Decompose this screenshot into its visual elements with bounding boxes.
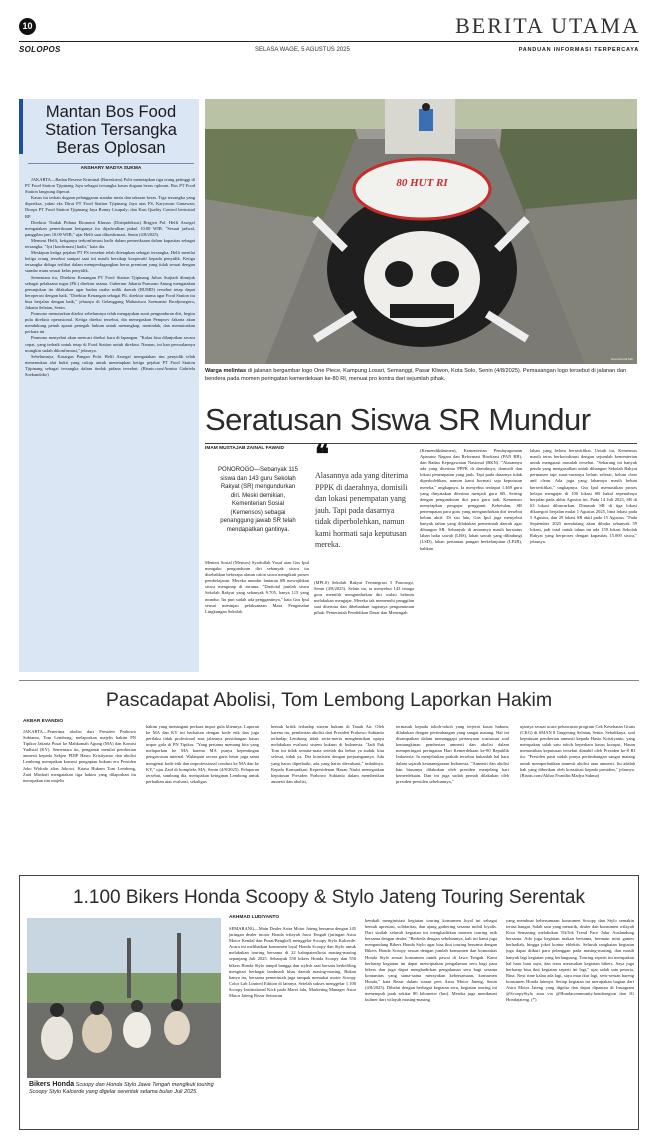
- photo-bikers-caption-bold: Bikers Honda: [29, 1081, 75, 1088]
- article-2-col1: Menteri Sosial (Mensos) Syaifullah Yusuf atau Gus Ipul mengaku pengunduran diri sebanyak siswa itu disebabkan beberapa alasan calon siswa mengikuti proses pembelajaran. Mereka mundur lantaran SR mewajibkan siswa menginap di asrama. "Daritotal jumlah siswa Sekolah Rakyat yang sebanyak 9.705, hanya 115 yang mundur. Itu pun sudah ada penggantinya," kata Gus Ipul seusai meninjau pelaksanaan Masa Pengenalan Lingkungan Sekolah: [205, 560, 309, 614]
- quote-mark-icon: ❝: [315, 440, 329, 469]
- sidebar-paragraph: Pramono menuturkan direksi sebelumnya telah mengajukan surat pengunduran diri, begitu pula direktur operasional. Ketiga direksi tersebut, dia menegaskan Pemprov Jakarta akan mendukung penuh aparat penegak hukum untuk menangkap, menindak, dan memutuskan perkara ini.: [25, 311, 195, 335]
- article-2-col2: (MPLS) Sekolah Rakyat Terintegrasi 5 Ponorogo, Senin (4/8/2025). Selain itu, ia menyebut 143 tenaga guru memilih mengundurkan diri walau beluum melakukan mengajar. Mereka tak memenuhi panggilan saat diterima dan dibebankan tugasnya pengumuman pihak. Pemerintah Pendidikan Dasar dan Menengah: [314, 580, 414, 616]
- sidebar-headline: Mantan Bos Food Station Tersangka Beras Oplosan: [45, 103, 177, 157]
- article-3-col4: termasuk kepada tokoh-tokoh yang terjerat kasus hukum, dilakukan dengan pertimbangan yang sangat matang. Hal ini disampaikan dalam menanggapi pertanyaan wartawan soal kemungkinan pemberian amnesti dan abolisi dalam memperingati peringatan Hari Kemerdekaan ke-80 Republik Indonesia. Ia menjelaskan praktik tersebut bukanlah hal baru dalam sejarah ketatanegaraan Indonesia. "Amnesti dan abolisi kan biasanya dilakukan oleh presiden menjelang hari kemerdekaan. Dan ini juga sudah pernah dilakukan oleh presiden-presiden sebelumnya,": [396, 724, 509, 784]
- photo-bikers-caption-text: Scoopy dan Honda Stylo Jawa Tengah mengikuti touring Scoopy Stylo Kalcerde yang digelar serentak selama bulan Juli 2025.: [29, 1082, 214, 1096]
- sidebar-paragraph: JAKARTA—Badan Reserse Kriminal (Bareskrim) Polri menetapkan tiga orang petinggi di PT Food Station Tjipinang Jaya sebagai tersangka kasus dugaan beras oplosan. Bos PT Food Station langsung dipecat.: [25, 177, 195, 195]
- masthead-rule: [19, 41, 639, 42]
- article-2-pullquote: Alasannya ada yang diterima PPPK di daerahnya, domisili dan lokasi penempatan yang jauh. Tapi pada dasarnya tidak diperbolehkan, namun kami hormati saja keputusan mereka.: [315, 471, 409, 549]
- issue-date: SELASA WAGE, 5 AGUSTUS 2025: [255, 47, 350, 53]
- bikers-illustration: [27, 918, 221, 1078]
- tagline: PANDUAN INFORMASI TERPERCAYA: [518, 47, 639, 53]
- sidebar-paragraph: Pramono menyebut akan mencari direksi baru di lapangan. "Kalau bisa dilanjutkan secara cepat, yang terbaik untuk tetap di Food Station untuk direktur. Namun, ini kan persoalannya mungkin sudah dikonfirmasi," jelasnya.: [25, 335, 195, 353]
- sidebar-paragraph: Sementara itu, Direktur Keuangan PT Food Station Tjipinang Julius Sutjiadi ditunjuk sebagai pelaksana tugas (Plt.) direktur utama. Gubernur Jakarta Pramono Anung mengatakan penunjukan itu dilakukan agar badan usaha milik daerah (BUMD) tersebut tetap dapat beroperasi dengan baik. "Direktur Keuangan sebagai Plt. direktur utama agar Food Station itu bisa berjalan dengan baik," jelasnya di Gelanggang Mahasiswa Soemantri Brodjonegoro, Jakarta Selatan, Senin.: [25, 274, 195, 310]
- article-3-col5: ujarnya seusai acara peluncuran program Cek Kesehatan Gratis (CKG) di SMAN 8 Tangerang Selatan, Senin. Sebaliknya, soal keputusan pemberian amnesti kepada Hasto Kristiyanto, yang merupakan salah satu tokoh beperkara kasus korupsi, Hasan memastikan keputusan tersebut diambil oleh Presiden ke-8 RI itu. "Presiden pasti sudah punya pertimbangan sangat matang untuk memperhatikan amnesti abolisi atau amnesti. Itu adalah hak yang diberikan oleh konstitusi kepada presiden," jelasnya. (Bisnis.com/Akbar Evandio/Madya Sukma): [520, 724, 635, 778]
- article-2-lead: PONOROGO—Sebanyak 115 siswa dan 143 guru Sekolah Rakyat (SR) mengundurkan diri. Meski demikian, Kementerian Sosial (Kemensos) sebagai penanggung jawab SR telah mendapatkan gantinya.: [218, 467, 298, 533]
- painted-road-text: 80 HUT RI: [396, 177, 448, 189]
- article-4-col2: kembali menginisiasi kegiatan touring konsumen loyal ini sebagai bentuk apresiasi, solidaritas, dan ajang gathering sesama mobil loyalis. Dari sinilah seluruh kegiatan ini menghadirkan momen touring asik bersama dengan dealer. "Berbeda dengan sebelumnya, kali ini kami juga mengundang Bikers Honda Stylo agar bisa ikut touring bersama dengan Bikers Honda Scoopy sesuai dengan jumlah konsumen dan komunitas Honda Stylo sesuai konsumen untuk pawai di Jawa Tengah. Kami berharap kegiatan ini dapat menciptakan pengalaman seru bagi para bikers dan juga dapat menghadirkan pengalaman seru bagi sesama komunitas yang sama-sama merayakan kebersamaan, konsumen Honda," kata Rezar dalam siaran pers Astra Motor Jateng, Senin (4/8/2025). Dibalut dengan berbagai kegiatan seru, kegiatan touring ini menempuh jarak sekitar 80 kilometer (km). Mereka juga menikmati kuliner dari wilayah masing-masing.: [365, 918, 497, 1003]
- sidebar-paragraph: Meskipun ketiga pejabat PT FS tersebut telah ditetapkan sebagai tersangka, Helfi menilai ketiga orang tersebut sampai saat ini masih bersikap kooperatif kepada penyidik. Ketiga tersangka diduga terlibat dalam memperdagangkan beras premium yang tidak sesuai dengan standar mutu sesuai kelas penyidik.: [25, 250, 195, 274]
- sidebar-byline: ANSHARY MADYA SUKMA: [80, 166, 142, 171]
- page-number-badge: 10: [19, 18, 36, 35]
- article-2-col3: (Kemendikdasmen), Kementerian Pendayagunaan Aparatur Negara dan Reformasi Birokrasi (PAN RB), dan Badan Kepegawaian Nasional (BKN). "Alasannya ada yang diterima PPPK di daerahnya, domisili dan lokasi penempatan yang jauh. Tapi pada dasarnya tidak diperbolehkan, namun kami hormati saja keputusan mereka," ungkapnya. Ia menyebut terdapat 1.469 guru yang dinyatakan diterima menjadi guru SR. Seiring dengan pengunduran diri para guru tadi, Kemensos menyiapkan pengajar pengganti. Kebetulan, SR penempatan para guru yang mengundurkan diri tersebut belum aktif. Di sisi lain, Gus Ipul juga menyebut banyak tahun yang dilakukan pemerintah daerah agar dibangun SR. Sebanyak di antaranya masih berstatus lahan baku sawah (LBS), lahan sawah yang dilindungi (LSD), lahan pertanian pangan berkelanjutan (LP2B), bahkan: [420, 448, 522, 551]
- photo-illustration: [205, 99, 637, 364]
- sidebar-body: [25, 177, 195, 669]
- photo-caption-text: di jalanan bergambar logo One Piece, Kampung Losari, Semanggi, Pasar Kliwon, Kota Solo, Senin (4/8/2025). Pemasangan logo tersebut di jalanan dan bendera pada momen peringatan kemerdekaan ke-80 RI, menuai pro kontra dari sejumlah pihak.: [205, 368, 627, 382]
- photo-caption-bold: Warga melintas: [205, 368, 247, 374]
- article-4-headline: 1.100 Bikers Honda Scoopy & Stylo Jateng Touring Serentak: [73, 887, 585, 908]
- sidebar-accent-bar: [19, 99, 23, 154]
- photo-credit: Espos/Ferdi Mdt: [611, 357, 633, 361]
- article-3-col2: hakim yang menangani perkara impor gula kliennya. Laporan ke MA dan KY ini berkaitan dengan kode etik dan juga perilaku tidak profesional atas jalannya persidangan kasus impor gula di PN Tipikor. "Yang pertama memang kita yang melaporkan ke MA karena MA punya kepentingan pengawasan internal. Walaupun secara garis besar juga sama mengenai kode etik dan unprofessional conduct ke MA dan ke KY," ujar Zaid di kompleks MA, Senin (4/8/2025). Pelaporan tersebut, sambung dia, merupakan keinginan Lembong untuk perbaikan atas evaluasi, sekaligus: [146, 724, 259, 784]
- brand-logo: SOLOPOS: [19, 45, 61, 54]
- article-4-col3: yang membuat kebersamaan konsumen Scoopy dan Stylo semakin terasa hangat. Salah satu yang menarik, dealer dan konsumen wilayah Kota Semarang melakukan TikTok Trend Face Jalur Auslandung bersama. Ada juga kegiatan makan bersama, bermain mini games berhadiah, hingga joket kontur eklektis. Seluruh rangkaian kegiatan juga dapat diikuti para pelanggan pada masing-masing, dan masih banyak lagi kegiatan yang berlangsung. Touring seperti ini merupakan hal baru buat saya, dan terus merasakan kegiatan bikers. Saya juga berharap bisa ikut kegiatan seperti ini lagi," ujar salah satu peserta, Rina. Next time kalau ada lagi, saya mau ikut lagi, seru-seruan bareng konsumen Honda lainnya. Setiap kegiatan ini merupakan bagian dari Astra Motor Jateng yang digelar dan dapat dipantau di Instagram @ScoopyStylo atau via @Hondacommunity.hondaregion dan IG Hondajateng. (*): [506, 918, 634, 1003]
- article-3-top-rule: [19, 680, 639, 681]
- sidebar-rule: [28, 163, 194, 164]
- article-2-byline: IMAM MUSTAJAB ZAINAL FAWAID: [205, 446, 284, 451]
- photo-street-one-piece: [205, 99, 637, 364]
- section-title: BERITA UTAMA: [455, 13, 640, 38]
- sidebar-paragraph: Menurut Helfi, ketiganya terkonfirmasi hadir dalam pemeriksaan dalam kapasitas sebagai tersangka. "Iya [konfirmasi] hadir," kata dia.: [25, 237, 195, 250]
- photo-bikers-caption: [29, 1081, 221, 1097]
- article-2-headline: Seratusan Siswa SR Mundur: [205, 402, 591, 437]
- photo-bikers: [27, 918, 221, 1078]
- photo-caption: [205, 368, 637, 383]
- article-2-col4: lahan yang belum bersertifikat. Untuk itu, Kemensos masih terus berkoordinasi dengan sejumlah kementerian untuk mengatasi masalah tersebut. "Sekarang ini banyak penda yang mengusulkan untuk dibangun Sekolah Rakyat permanen tapi surat-suratnya belum selesai, belum clear and clean. Ada juga yang lahannya masih belum bersertifikat," ungkapnya. Gus Ipul memastikan proses belajar mengajar di 100 lokasi SR bakal sepenuhnya berjalan pada akhir Agustus ini. Pada 14 Juli 2025, SR di 63 lokasi diluncurkan. Dimasuk SR di tiga lokasi dikategori berjalan mulai 1 Agustus 2025, lima lokasi pada 5 Agustus, dan 29 lokasi SR aktif pada 15 Agustus. "Pada September 2025 mendatang akan dibuka sebanyak 59 lokasi, jadi total untuk tahun ini ada 159 lokasi Sekolah Rakyat yang berproses dengan kapasitas 15.000 siswa," jelasnya.: [530, 448, 637, 545]
- article-3-headline: Pascadapat Abolisi, Tom Lembong Laporkan Hakim: [105, 689, 553, 711]
- article-3-col1: JAKARTA—Penerima abolisi dari Presiden Prabowo Subianto, Tom Lembong, melaporkan majelis hakim PN Tipikor Jakarta Pusat ke Mahkamah Agung (MA) dan Komisi Yudisial (KY). Sementara itu, pengamat menilai pemberian amnesti kepada Sekjen PDIP Hasto Kristiyanto dan abolisi Lembong merupakan konsesi pengapian hukum era Presiden Joko Widodo alias Jokowi. Kuasa Hukum Tom Lembong, Zaid Mushafi mengatakan tiga hakim yang dilaporkan itu merupakan tim majelis: [23, 729, 136, 783]
- article-3-col3: bentuk kritik terhadap sistem hukum di Tanah Air. Oleh karena itu, pemberian abolisi dari Presiden Prabowo Subianto terhadap Lembong tidak serta-merta menghentikan upaya melakukan evaluasi sistem hukum di Indonesia. "Jadi Pak Tom ini tidak semata-mata setelah dia bebas ya sudah, kita selesai, tidak ya. Dia konsisten dengan perjuangannya. Ada yang harus diperbaiki, ada yang harus dievaluasi," imbuhnya. Kepala Komunikasi Kepresidenan Hasan Nasbi menegaskan keputusan Presiden Prabowo Subianto dalam memberikan amnesti dan abolisi,: [271, 724, 384, 784]
- article-4-col1: SEMARANG—Main Dealer Astra Motor Jateng bersama dengan 145 jaringan dealer motor Honda wilayah Jawa Tengah (jaringan Astra Motor Kendal dan Pusat/Bengkel) menggelar Scoopy Stylo Kalcerde. Acara ini melibatkan konsumen loyal Honda Scoopy dan Stylo untuk melakukan touring bersama di 22 kabupaten/kota masing-masing sepanjang Juli 2025. Sebanyak 550 bikers Honda Scoopy dan 550 bikers Honda Stylo tampil bangga dan stylish saat bersatu berkeliling mengitari berbagai landmark khas daerah masing-masing. Bukan hanya itu, bersama pemerintah juga tampak memakai motor Scoopy Color Lab Limited Edition di lainnya. Setelah sukses menggelar 1.100 Scoopy Institutional Kick pada Maret lalu, Marketing Manager Astra Motor Jateng Rezar Setiawan: [229, 926, 356, 999]
- sidebar-paragraph: Direktur Tindak Pidana Ekonomi Khusus (Dirtipideksus) Brigjen Pol. Helfi Assegaf mengatakan pemeriksaan ketiganya itu dijadwalkan pukul 10.00 WIB. "Sesuai jadwal, panggilan jam 10.00 WIB," ujar Helfi saat dikonfirmasi, Senin (4/8/2025).: [25, 219, 195, 237]
- article-2-rule: [205, 443, 637, 444]
- sidebar-paragraph: Kasus itu terkait dugaan pelanggaran standar mutu dan takaran beras. Tiga tersangka yang diperiksa, yakni eks Dirut PT Food Station Tjipinang Jaya atas FS, Karyawan Gunawan; Dirops PT Food Station Tjipinang Jaya Ronny Lisapaly; dan Kasi Quality Control berinisial RP.: [25, 195, 195, 219]
- article-3-byline: AKBAR EVANDIO: [23, 719, 64, 724]
- article-4-byline: AKHMAD LUDIYANTO: [229, 915, 280, 920]
- sidebar-paragraph: Sebelumnya, Kasatgas Pangan Polri Helfi Assegaf mengatakan tim penyidik telah menemukan alat bukti yang cukup untuk menetapkan ketiga pejabat PT Food Station Tjipinang sebagai tersangka dalam tindak pidana tersebut. (Bisnis.com/Annisa Gabriela Soekandoko): [25, 353, 195, 377]
